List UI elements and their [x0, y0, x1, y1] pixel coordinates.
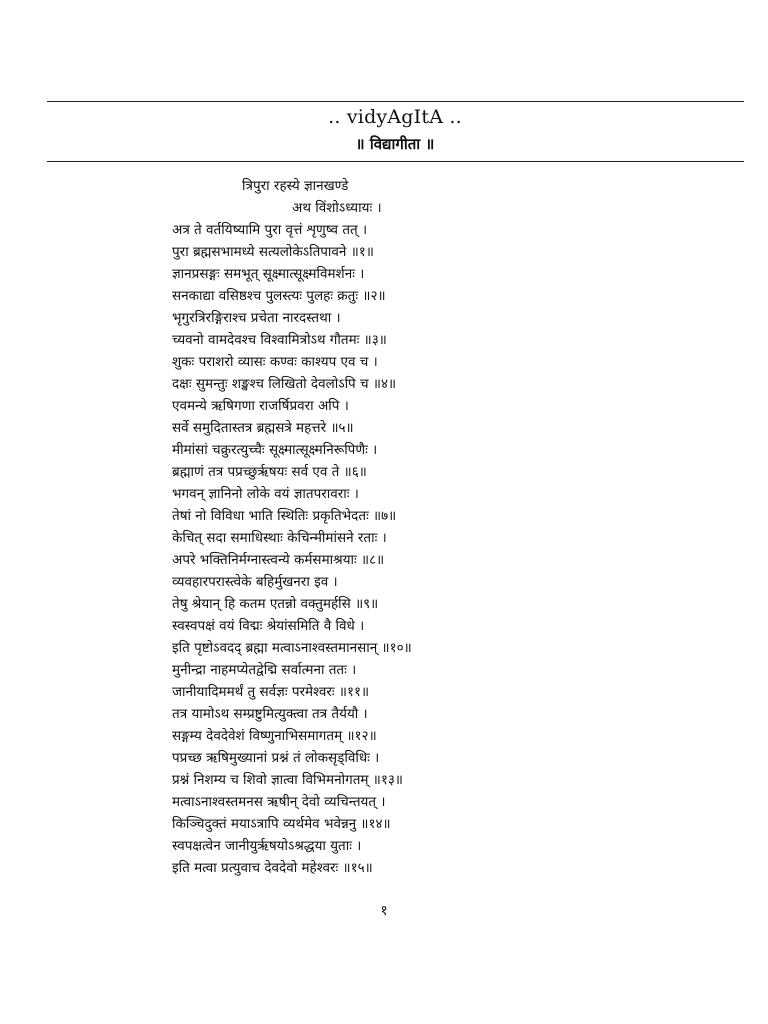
text-line: सर्वे समुदितास्तत्र ब्रह्मसत्रे महत्तरे ॥५॥	[172, 420, 354, 436]
text-line: जानीयादिममर्थं तु सर्वज्ञः परमेश्वरः ॥११॥	[172, 684, 370, 700]
text-line: भृगुरत्रिरङ्गिराश्च प्रचेता नारदस्तथा ।	[172, 310, 341, 326]
text-line: स्वपक्षत्वेन जानीयुर्ऋषयोऽश्रद्धया युताः ।	[172, 838, 362, 854]
text-line: पुरा ब्रह्मसभामध्ये सत्यलोकेऽतिपावने ॥१॥	[172, 244, 374, 260]
text-line: च्यवनो वामदेवश्च विश्वामित्रोऽथ गौतमः ॥३॥	[172, 332, 387, 348]
document-title-devanagari: ॥ विद्यागीता ॥	[355, 135, 435, 153]
header-bottom-rule	[47, 161, 744, 162]
text-line-source: त्रिपुरा रहस्ये ज्ञानखण्डे	[242, 178, 349, 194]
text-line: एवमन्ये ऋषिगणा राजर्षिप्रवरा अपि ।	[172, 398, 349, 414]
text-line: अत्र ते वर्तयिष्यामि पुरा वृत्तं शृणुष्व तत् ।	[172, 222, 368, 238]
text-line: मुनीन्द्रा नाहमप्येतद्वेद्मि सर्वात्मना ततः ।	[172, 662, 357, 678]
text-line: तेषां नो विविधा भाति स्थितिः प्रकृतिभेदतः ॥७॥	[172, 508, 397, 524]
text-line: दक्षः सुमन्तुः शङ्खश्च लिखितो देवलोऽपि च ॥४॥	[172, 376, 397, 392]
header-top-rule	[47, 101, 744, 102]
text-line: इति मत्वा प्रत्युवाच देवदेवो महेश्वरः ॥१५॥	[172, 860, 373, 876]
text-line: तेषु श्रेयान् हि कतम एतन्नो वक्तुमर्हसि ॥९॥	[172, 596, 379, 612]
text-line: मत्वाऽनाश्वस्तमनस ऋषीन् देवो व्यचिन्तयत् ।	[172, 794, 386, 810]
text-line: ज्ञानप्रसङ्गः समभूत् सूक्ष्मात्सूक्ष्मविमर्शनः ।	[172, 266, 365, 282]
text-line: किञ्चिदुक्तं मयाऽत्रापि व्यर्थमेव भवेन्ननु ॥१४॥	[172, 816, 391, 832]
document-title-roman: .. vidyAgItA ..	[328, 106, 462, 128]
text-line: इति पृष्टोऽवदद् ब्रह्मा मत्वाऽनाश्वस्तमानसान् ॥१०॥	[172, 640, 412, 656]
text-line: सनकाद्या वसिष्ठश्च पुलस्त्यः पुलहः क्रतुः ॥२॥	[172, 288, 386, 304]
text-line: मीमांसां चक्रुरत्युच्चैः सूक्ष्मात्सूक्ष्मनिरूपिणैः ।	[172, 442, 378, 458]
page-number: १	[380, 903, 388, 919]
text-line: केचित् सदा समाधिस्थाः केचिन्मीमांसने रताः ।	[172, 530, 387, 546]
text-line: व्यवहारपरास्त्वेके बहिर्मुखनरा इव ।	[172, 574, 338, 590]
text-line: सङ्गम्य देवदेवेशं विष्णुनाभिसमागतम् ॥१२॥	[172, 728, 377, 744]
text-line: स्वस्वपक्षं वयं विद्मः श्रेयांसमिति वै विधे ।	[172, 618, 365, 634]
text-line: प्रश्नं निशम्य च शिवो ज्ञात्वा विभिमनोगतम् ॥१३॥	[172, 772, 403, 788]
text-line-chapter-heading: अथ विंशोऽध्यायः ।	[292, 200, 382, 216]
text-line: ब्रह्माणं तत्र पप्रच्छुर्ऋषयः सर्व एव ते ॥६॥	[172, 464, 367, 480]
text-line: भगवन् ज्ञानिनो लोके वयं ज्ञातपरावराः ।	[172, 486, 359, 502]
text-line: अपरे भक्तिनिर्मग्नास्त्वन्ये कर्मसमाश्रयाः ॥८॥	[172, 552, 385, 568]
text-line: शुकः पराशरो व्यासः कण्वः काश्यप एव च ।	[172, 354, 378, 370]
text-line: पप्रच्छ ऋषिमुख्यानां प्रश्नं तं लोकसृड्विधिः ।	[172, 750, 380, 766]
text-line: तत्र यामोऽथ सम्प्रष्टुमित्युक्त्वा तत्र तैर्ययौ ।	[172, 706, 368, 722]
